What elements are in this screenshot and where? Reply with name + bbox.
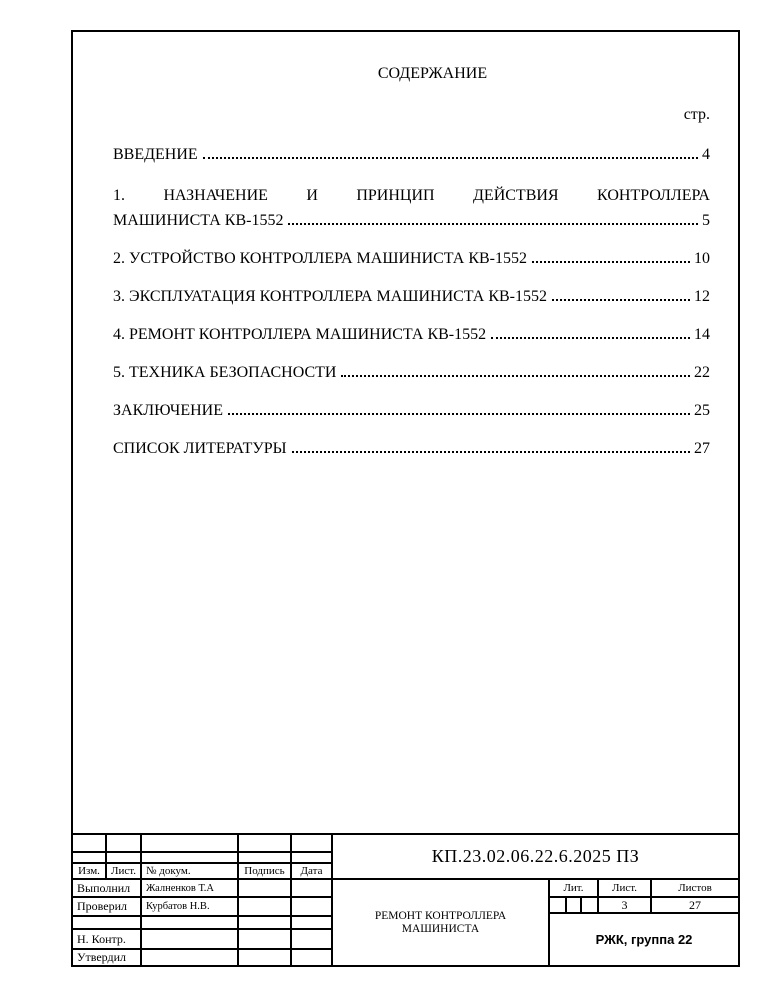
dot-leader [288, 223, 698, 225]
empty-cell [73, 835, 107, 853]
name-checked: Курбатов Н.В. [142, 898, 239, 917]
toc-entry-number: 1. [113, 187, 125, 204]
empty-cell [142, 853, 239, 864]
toc-entry [113, 286, 710, 307]
dot-leader [341, 375, 690, 377]
toc-entry-line2 [113, 210, 710, 231]
toc-entry [113, 182, 710, 231]
empty-cell [292, 917, 333, 930]
toc-entry-page: 4 [702, 146, 710, 163]
sheets-value: 27 [652, 898, 740, 914]
table-of-contents [113, 144, 710, 476]
empty-cell [239, 917, 292, 930]
role-approved: Утвердил [73, 950, 142, 967]
role-executed: Выполнил [73, 880, 142, 898]
date-cell [292, 950, 333, 967]
col-doc-num: № докум. [142, 864, 239, 880]
toc-entry-word: НАЗНАЧЕНИЕ [163, 187, 268, 204]
toc-entry [113, 144, 710, 165]
toc-entry-label: СПИСОК ЛИТЕРАТУРЫ [113, 440, 287, 457]
lit-label: Лит. [550, 880, 599, 898]
empty-cell [292, 835, 333, 853]
signature-cell [239, 898, 292, 917]
empty-cell [239, 853, 292, 864]
toc-entry [113, 438, 710, 459]
date-cell [292, 880, 333, 898]
name-executed: Жалненков Т.А [142, 880, 239, 898]
toc-entry-label: 5. ТЕХНИКА БЕЗОПАСНОСТИ [113, 364, 337, 381]
toc-title: СОДЕРЖАНИЕ [377, 65, 488, 82]
toc-entry [113, 400, 710, 421]
toc-entry-page: 14 [694, 326, 710, 343]
toc-entry-word: ДЕЙСТВИЯ [473, 187, 559, 204]
lit-cell [582, 898, 599, 914]
toc-entry-label: 4. РЕМОНТ КОНТРОЛЛЕРА МАШИНИСТА КВ-1552 [113, 326, 487, 343]
empty-cell [73, 853, 107, 864]
toc-entry-label: ЗАКЛЮЧЕНИЕ [113, 402, 223, 419]
toc-entry-word: И [306, 187, 318, 204]
dot-leader [292, 451, 690, 453]
sheets-label: Листов [652, 880, 740, 898]
toc-entry-label: 3. ЭКСПЛУАТАЦИЯ КОНТРОЛЛЕРА МАШИНИСТА КВ-1552 [113, 288, 547, 305]
dot-leader [228, 413, 690, 415]
toc-entry-page: 5 [702, 212, 710, 229]
toc-entry-label: 2. УСТРОЙСТВО КОНТРОЛЛЕРА МАШИНИСТА КВ-1552 [113, 250, 527, 267]
page-column-label: стр. [683, 106, 710, 123]
dot-leader [552, 299, 690, 301]
empty-cell [142, 950, 239, 967]
toc-entry-line1 [113, 182, 710, 210]
empty-cell [142, 835, 239, 853]
toc-entry-page: 10 [694, 250, 710, 267]
toc-entry-word: КОНТРОЛЛЕРА [597, 187, 710, 204]
doc-title-line2: МАШИНИСТА [401, 922, 480, 935]
toc-entry [113, 362, 710, 383]
col-list: Лист. [107, 864, 142, 880]
col-date: Дата [292, 864, 333, 880]
signature-cell [239, 950, 292, 967]
doc-title-line1: РЕМОНТ КОНТРОЛЛЕРА [374, 909, 507, 922]
toc-entry-page: 12 [694, 288, 710, 305]
date-cell [292, 898, 333, 917]
toc-entry-page: 22 [694, 364, 710, 381]
dot-leader [532, 261, 690, 263]
toc-entry-page: 25 [694, 402, 710, 419]
signature-cell [239, 930, 292, 950]
empty-cell [239, 835, 292, 853]
signature-cell [239, 880, 292, 898]
lit-cell [550, 898, 567, 914]
role-norm-control: Н. Контр. [73, 930, 142, 950]
empty-cell [107, 853, 142, 864]
role-checked: Проверил [73, 898, 142, 917]
dot-leader [203, 157, 698, 159]
col-izm: Изм. [73, 864, 107, 880]
empty-cell [73, 917, 142, 930]
col-signature: Подпись [239, 864, 292, 880]
toc-entry [113, 324, 710, 345]
empty-cell [107, 835, 142, 853]
group-label: РЖК, группа 22 [550, 914, 740, 967]
lit-cell [567, 898, 582, 914]
toc-entry-word: ПРИНЦИП [356, 187, 435, 204]
toc-entry [113, 248, 710, 269]
doc-title [333, 880, 550, 967]
doc-code: КП.23.02.06.22.6.2025 ПЗ [333, 835, 740, 880]
empty-cell [292, 853, 333, 864]
empty-cell [142, 930, 239, 950]
title-block [71, 833, 740, 967]
sheet-value: 3 [599, 898, 652, 914]
toc-entry-label: МАШИНИСТА КВ-1552 [113, 212, 284, 229]
toc-entry-label: ВВЕДЕНИЕ [113, 146, 198, 163]
empty-cell [142, 917, 239, 930]
sheet-label: Лист. [599, 880, 652, 898]
date-cell [292, 930, 333, 950]
toc-entry-page: 27 [694, 440, 710, 457]
dot-leader [491, 337, 690, 339]
